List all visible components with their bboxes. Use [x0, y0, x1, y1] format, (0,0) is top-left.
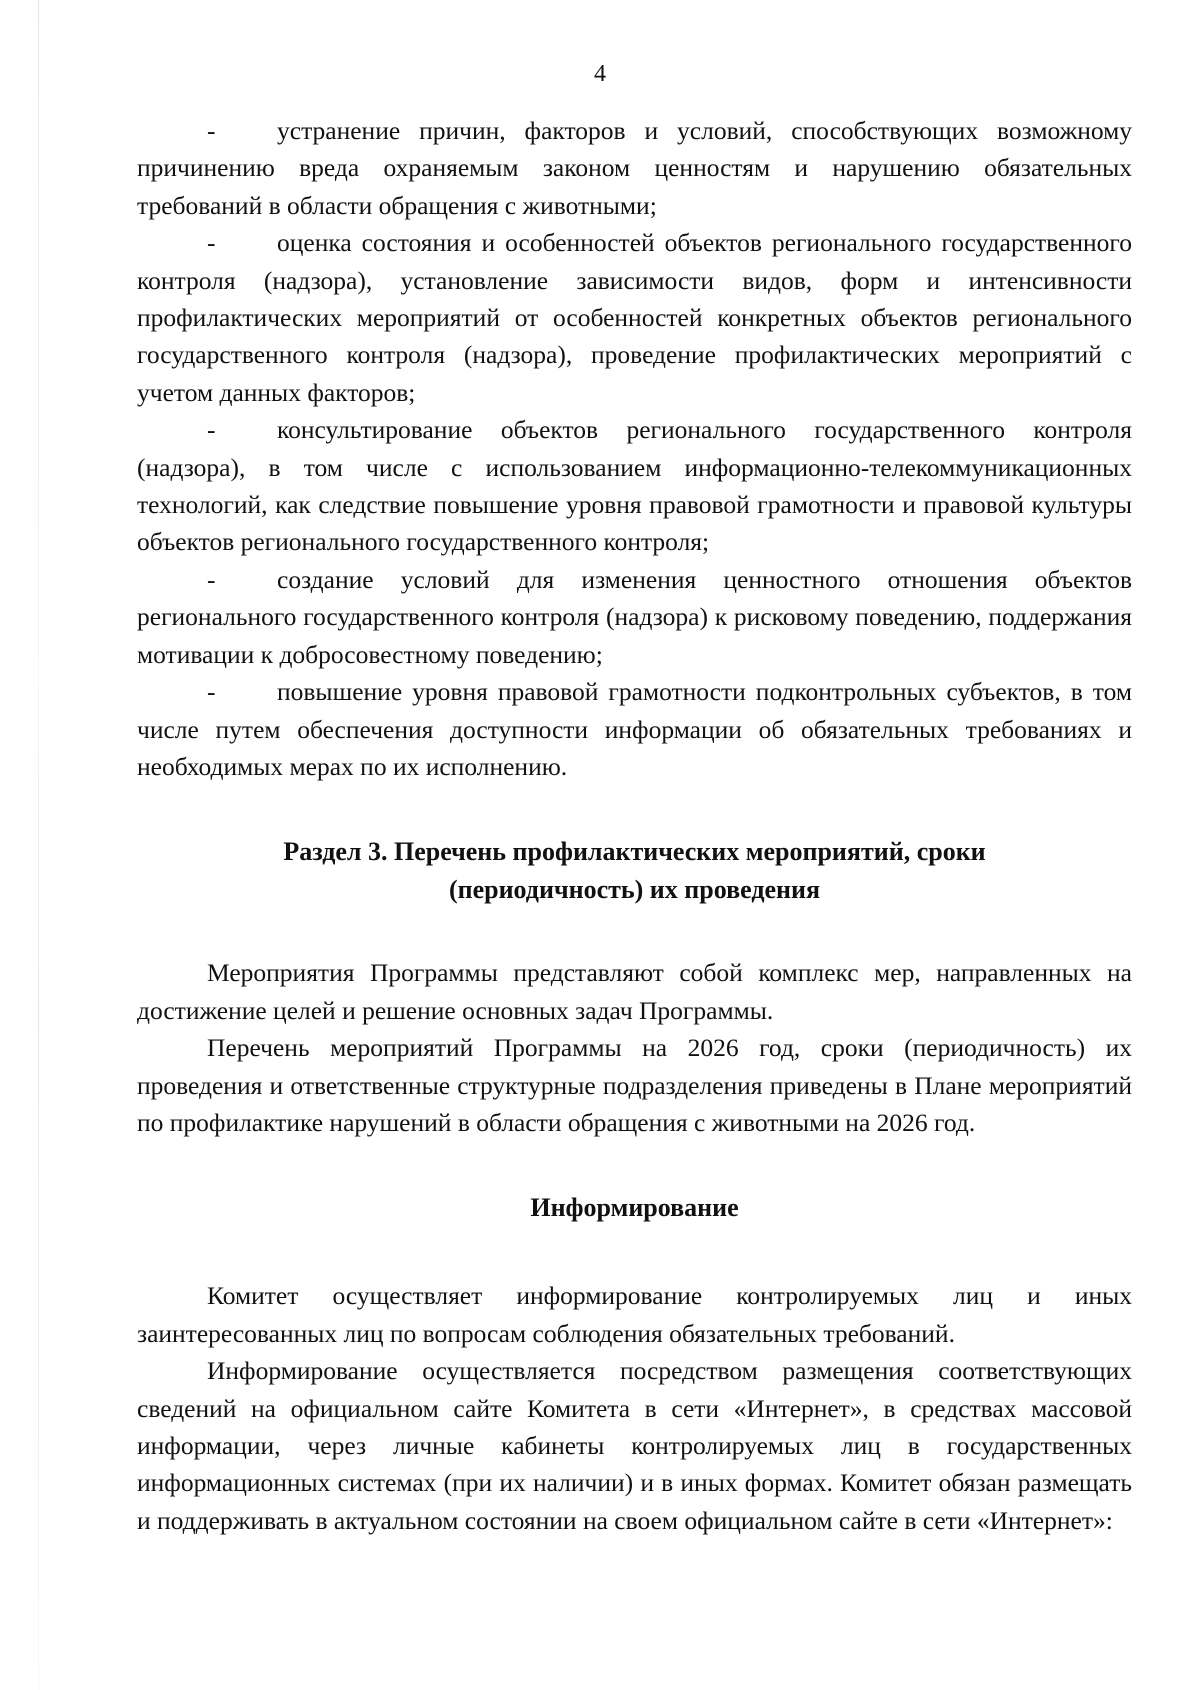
- bullet-dash: -: [207, 415, 216, 445]
- scan-edge-line: [38, 0, 39, 1690]
- bullet-text: создание условий для изменения ценностного отношения объектов регионального государственного контроля (надзора) к рисковому поведению, поддержания мотивации к добросовестному поведению;: [137, 564, 1132, 669]
- bullet-dash: -: [207, 116, 216, 145]
- section-3-paragraph: Мероприятия Программы представляют собой комплекс мер, направленных на достижение целей и решение основных задач Программы.: [137, 958, 1132, 1025]
- document-body: [137, 112, 1132, 1539]
- informing-heading: Информирование: [530, 1193, 739, 1223]
- bullet-item: [137, 224, 1132, 411]
- section-3-paragraph: Перечень мероприятий Программы на 2026 год, сроки (периодичность) их проведения и ответственные структурные подразделения приведены в Плане мероприятий по профилактике нарушений в области обращения с животными на 2026 год.: [137, 1033, 1132, 1137]
- bullet-item: [137, 561, 1132, 673]
- section-3-heading: [137, 833, 1132, 909]
- page-number: 4: [594, 61, 606, 87]
- bullet-dash: -: [207, 228, 216, 258]
- section-3-title-line-1: Раздел 3. Перечень профилактических мероприятий, сроки: [283, 837, 986, 867]
- bullet-text: консультирование объектов регионального государственного контроля (надзора), в том числе с использованием информационно-телекоммуникационных технологий, как следствие повышение уровня правовой грамотности и правовой культуры объектов регионального государственного контроля;: [137, 415, 1132, 557]
- informing-paragraph: Информирование осуществляется посредством размещения соответствующих сведений на официальном сайте Комитета в сети «Интернет», в средствах массовой информации, через личные кабинеты контролируемых лиц в государственных информационных системах (при их наличии) и в иных формах. Комитет обязан размещать и поддерживать в актуальном состоянии на своем официальном сайте в сети «Интернет»:: [137, 1356, 1132, 1535]
- bullet-item: [137, 673, 1132, 785]
- bullet-dash: -: [207, 677, 216, 707]
- bullet-text: оценка состояния и особенностей объектов регионального государственного контроля (надзора), установление зависимости видов, форм и интенсивности профилактических мероприятий от особенностей конкретных объектов регионального государственного контроля (надзора), проведение профилактических мероприятий с учетом данных факторов;: [137, 228, 1132, 407]
- bullet-dash: -: [207, 564, 216, 594]
- bullet-text: повышение уровня правовой грамотности подконтрольных субъектов, в том числе путем обеспечения доступности информации об обязательных требованиях и необходимых мерах по их исполнению.: [137, 677, 1132, 781]
- bullet-item: [137, 112, 1132, 224]
- informing-paragraph: Комитет осуществляет информирование контролируемых лиц и иных заинтересованных лиц по вопросам соблюдения обязательных требований.: [137, 1281, 1132, 1348]
- section-3-title-line-2: (периодичность) их проведения: [448, 875, 821, 905]
- bullet-item: [137, 411, 1132, 561]
- bullet-text: устранение причин, факторов и условий, способствующих возможному причинению вреда охраняемым законом ценностям и нарушению обязательных требований в области обращения с животными;: [137, 116, 1132, 220]
